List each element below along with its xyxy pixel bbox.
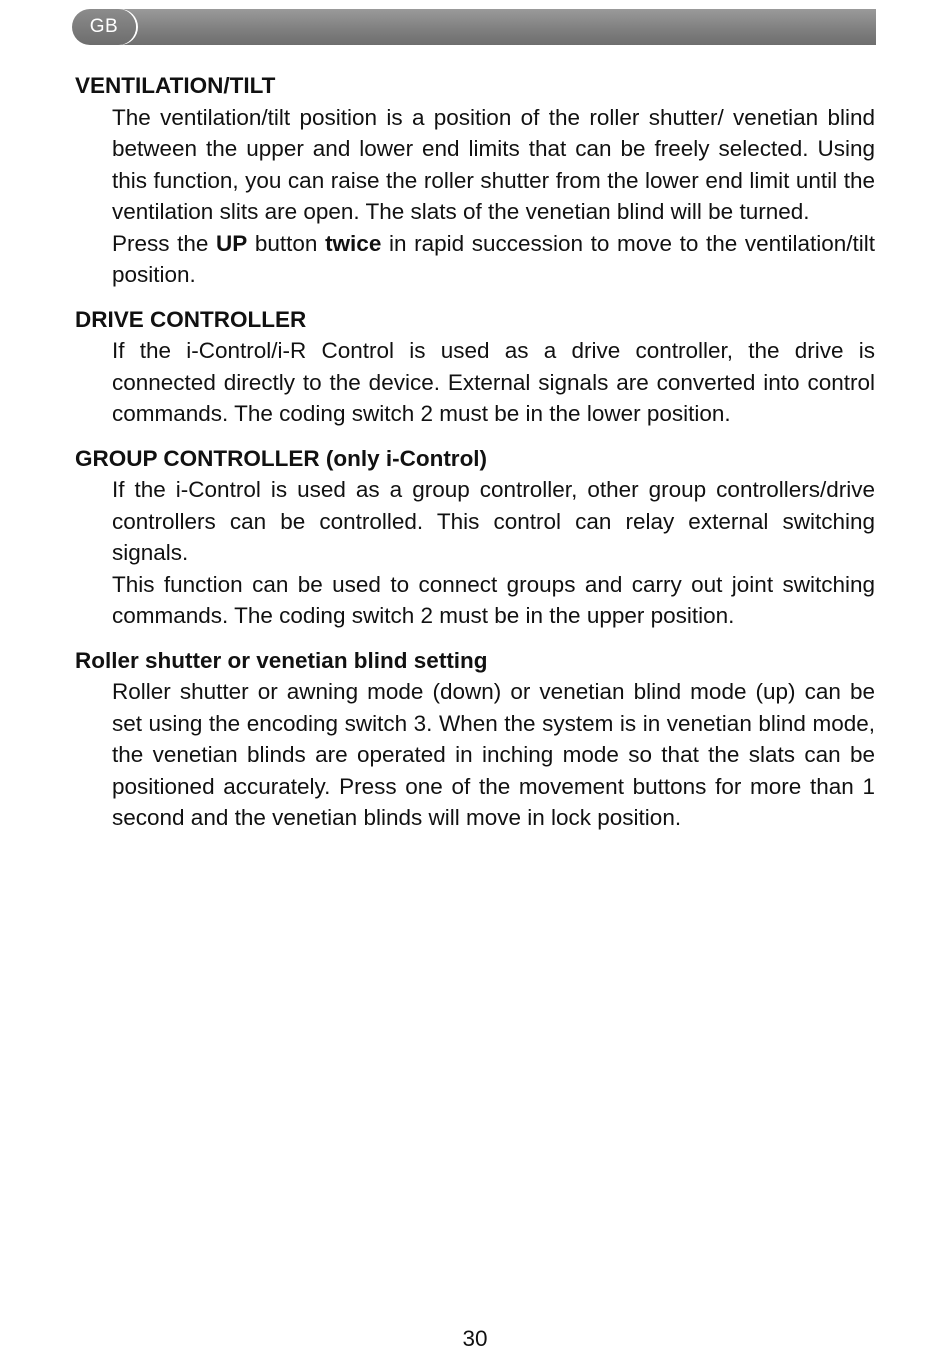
paragraph: If the i-Control/i-R Control is used as a drive controller, the drive is connected directly to the device. External signals are converted into control commands. The coding switch 2 must be in the lower position. — [112, 338, 875, 426]
section-drive-controller — [75, 304, 875, 430]
section-group-controller — [75, 443, 875, 632]
header-bar — [95, 9, 876, 45]
text-run: in rapid succession to move to the ventilation/tilt position. — [112, 230, 875, 287]
paragraph: If the i-Control is used as a group controller, other group controllers/drive controllers can be controlled. This control can relay external switching signals. — [112, 477, 875, 565]
text-run: Press the — [112, 230, 217, 256]
section-heading: DRIVE CONTROLLER — [75, 306, 307, 332]
emphasis-twice: twice — [325, 230, 382, 256]
page-number: 30 — [462, 1326, 488, 1351]
emphasis-up: UP — [216, 230, 248, 256]
section-heading: VENTILATION/TILT — [75, 73, 276, 98]
paragraph: This function can be used to connect groups and carry out joint switching commands. The coding switch 2 must be in the upper position. — [112, 571, 875, 628]
section-heading: Roller shutter or venetian blind setting — [75, 647, 488, 673]
page-content — [75, 70, 875, 847]
section-ventilation-tilt — [75, 70, 875, 291]
language-badge: GB — [72, 9, 136, 45]
text-run: button — [247, 230, 326, 256]
paragraph: Roller shutter or awning mode (down) or venetian blind mode (up) can be set using the encoding switch 3. When the system is in venetian blind mode, the venetian blinds are operated in inching mode so that the slats can be positioned accurately. Press one of the movement buttons for more than 1 second and the venetian blinds will move in lock position. — [112, 679, 875, 830]
section-heading: GROUP CONTROLLER (only i-Control) — [75, 445, 488, 471]
paragraph: The ventilation/tilt position is a position of the roller shutter/ venetian blind between the upper and lower end limits that can be freely selected. Using this function, you can raise the roller shutter from the lower end limit until the ventilation slits are open. The slats of the venetian blind will be turned. — [112, 104, 875, 224]
paragraph-instruction — [112, 228, 875, 291]
section-roller-shutter-setting — [75, 645, 875, 834]
